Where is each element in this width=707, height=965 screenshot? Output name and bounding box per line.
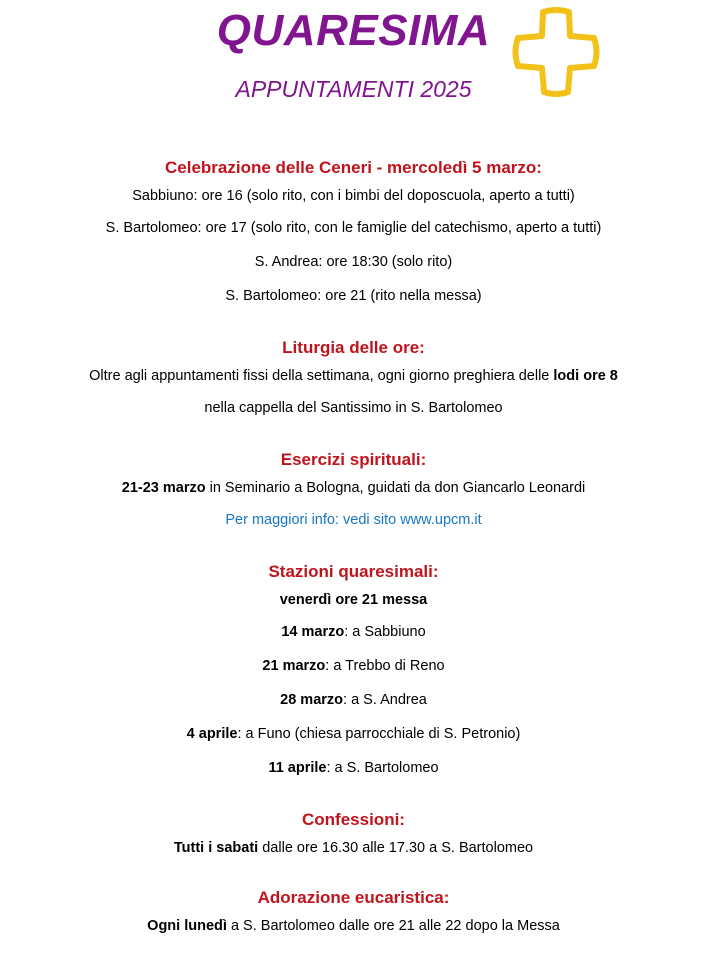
page-subtitle: APPUNTAMENTI 2025 [235,76,472,102]
schedule-line: Sabbiuno: ore 16 (solo rito, con i bimbi del doposcuola, aperto a tutti) [132,188,575,204]
section-esercizi [0,449,707,537]
text-segment: a S. Bartolomeo dalle ore 21 alle 22 dopo la Messa [226,918,560,934]
section-heading: Liturgia delle ore: [282,338,425,357]
schedule-line [0,911,707,941]
station-place: : a S. Bartolomeo [326,760,439,776]
schedule-line: S. Bartolomeo: ore 21 (rito nella messa) [225,288,482,304]
bold-segment: Ogni lunedì [147,918,227,934]
text-segment: Oltre agli appuntamenti fissi della settimana, ogni giorno preghiera delle [89,368,554,384]
station-date: 28 marzo [280,692,344,708]
schedule-line [0,585,707,615]
station-date: 11 aprile [268,760,327,776]
schedule-line: S. Bartolomeo: ore 17 (solo rito, con le famiglie del catechismo, aperto a tutti) [105,220,602,236]
section-adorazione [0,887,707,941]
section-liturgia [0,337,707,425]
section-heading: Adorazione eucaristica: [257,888,450,907]
station-date: 21 marzo [262,658,326,674]
schedule-line [0,833,707,863]
station-date: 14 marzo [281,624,345,640]
program-content [0,157,707,965]
schedule-line [0,751,707,785]
station-place: : a Funo (chiesa parrocchiale di S. Petronio) [237,726,521,742]
schedule-line: S. Andrea: ore 18:30 (solo rito) [254,254,453,270]
info-link[interactable]: Per maggiori info: vedi sito www.upcm.it [225,512,482,528]
section-heading: Esercizi spirituali: [280,450,427,469]
section-heading: Celebrazione delle Ceneri - mercoledì 5 marzo: [165,158,542,177]
schedule-line [0,473,707,503]
schedule-line: nella cappella del Santissimo in S. Bartolomeo [204,400,503,416]
schedule-line [0,649,707,683]
station-place: : a Trebbo di Reno [325,658,445,674]
schedule-line [0,361,707,391]
bold-segment: Tutti i sabati [173,840,259,856]
text-segment: dalle ore 16.30 alle 17.30 a S. Bartolomeo [258,840,534,856]
station-date: 4 aprile [186,726,238,742]
cross-icon [510,6,602,98]
section-confessioni [0,809,707,863]
section-heading: Stazioni quaresimali: [268,562,439,581]
schedule-line [0,717,707,751]
section-stazioni [0,561,707,785]
station-place: : a S. Andrea [343,692,427,708]
page-title: QUARESIMA [216,6,491,55]
section-heading: Confessioni: [302,810,405,829]
bold-segment: 21-23 marzo [121,480,206,496]
bold-segment: lodi ore 8 [553,368,618,384]
text-segment: in Seminario a Bologna, guidati da don Giancarlo Leonardi [205,480,586,496]
station-place: : a Sabbiuno [344,624,426,640]
schedule-line [0,683,707,717]
bold-segment: venerdì ore 21 messa [279,592,428,608]
schedule-line [0,615,707,649]
section-ceneri [0,157,707,313]
